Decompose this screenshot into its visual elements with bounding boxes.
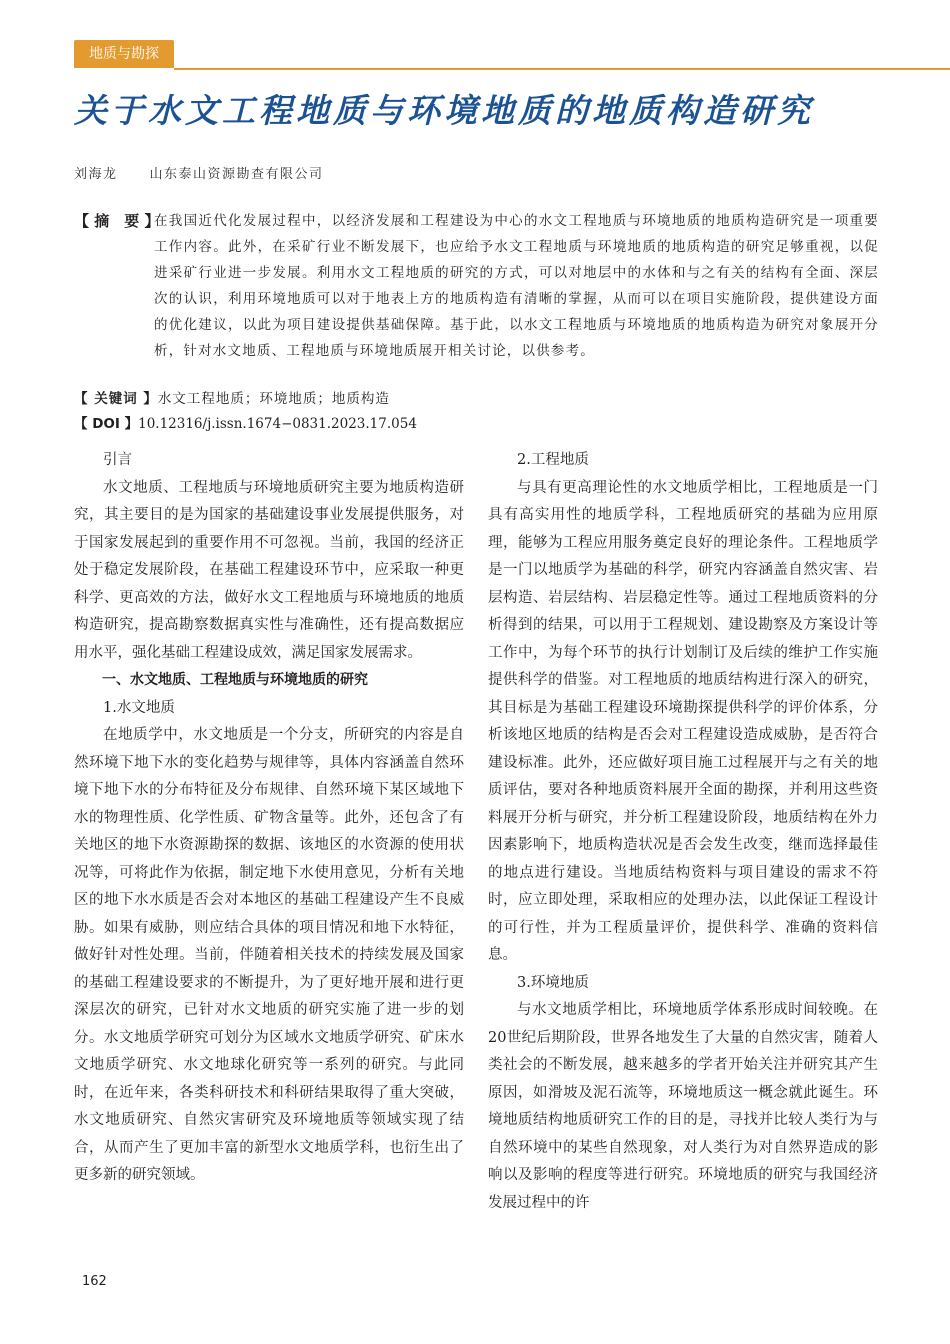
abstract-label: 【 摘 要 】: [74, 212, 160, 230]
section1-heading: 一、水文地质、工程地质与环境地质的研究: [102, 672, 368, 688]
sub2-paragraph: 与具有更高理论性的水文地质学相比，工程地质是一门具有高实用性的地质学科，工程地质研究的基础为应用原理，能够为工程应用服务奠定良好的理论条件。工程地质学是一门以地质学为基础的科学，研究内容涵盖自然灾害、岩层构造、岩层结构、岩层稳定性等。通过工程地质资料的分析得到的结果，可以用于工程规划、建设勘察及方案设计等工作中，为每个环节的执行计划制订及后续的维护工作实施提供科学的借鉴。对工程地质的地质结构进行深入的研究，其目标是为基础工程建设环境勘探提供科学的评价体系，分析该地区地质的结构是否会对工程建设造成威胁，是否符合建设标准。此外，还应做好项目施工过程展开与之有关的地质评估，要对各种地质资料展开全面的勘探，并利用这些资料展开分析与研究，并分析工程建设阶段，地质结构在外力因素影响下，地质构造状况是否会发生改变，继而选择最佳的地点进行建设。当地质结构资料与项目建设的需求不符时，应立即处理，采取相应的处理办法，以此保证工程设计的可行性，并为工程质量评价，提供科学、准确的资料信息。: [488, 479, 878, 963]
intro-heading: 引言: [103, 452, 132, 468]
author-line: [74, 163, 324, 182]
right-column: [488, 447, 878, 1217]
sub3-heading: 3.环境地质: [517, 974, 589, 991]
sub2-heading: 2.工程地质: [517, 452, 589, 468]
page-number: 162: [82, 1274, 107, 1289]
keywords-line: [74, 387, 390, 411]
sub3-paragraph: 与水文地质学相比，环境地质学体系形成时间较晚。在20世纪后期阶段，世界各地发生了大量的自然灾害，随着人类社会的不断发展，越来越多的学者开始关注并研究其产生原因，如滑坡及泥石流等，环境地质这一概念就此诞生。环境地质结构地质研究工作的目的是，寻找并比较人类行为与自然环境中的某些自然现象，对人类行为对自然界造成的影响以及影响的程度等进行研究。环境地质的研究与我国经济发展过程中的许: [488, 1002, 878, 1211]
keywords-label: 【 关键词 】: [74, 391, 158, 407]
left-column: [74, 447, 464, 1190]
doi-label: 【 DOI 】: [74, 416, 139, 432]
author-affiliation: 山东泰山资源勘查有限公司: [149, 167, 324, 182]
author-name: 刘海龙: [74, 167, 118, 182]
header-rule: [174, 68, 950, 70]
sub1-heading: 1.水文地质: [103, 699, 175, 716]
doi-line: [74, 412, 417, 436]
keywords-text: 水文工程地质；环境地质；地质构造: [157, 391, 390, 407]
article-title: 关于水文工程地质与环境地质的地质构造研究: [74, 91, 814, 130]
section-tab: 地质与勘探: [74, 40, 174, 68]
sub1-paragraph: 在地质学中，水文地质是一个分支，所研究的内容是自然环境下地下水的变化趋势与规律等，具体内容涵盖自然环境下地下水的分布特征及分布规律、自然环境下某区域地下水的物理性质、化学性质、矿物含量等。此外，还包含了有关地区的地下水资源勘探的数据、该地区的水资源的使用状况等，可将此作为依据，制定地下水使用意见，分析有关地区的地下水水质是否会对本地区的基础工程建设产生不良威胁。如果有威胁，则应结合具体的项目情况和地下水特征，做好针对性处理。当前，伴随着相关技术的持续发展及国家的基础工程建设要求的不断提升，为了更好地开展和进行更深层次的研究，已针对水文地质的研究实施了进一步的划分。水文地质学研究可划分为区域水文地质学研究、矿床水文地质学研究、水文地球化研究等一系列的研究。与此同时，在近年来，各类科研技术和科研结果取得了重大突破，水文地质研究、自然灾害研究及环境地质等领域实现了结合，从而产生了更加丰富的新型水文地质学科，也衍生出了更多新的研究领域。: [74, 727, 464, 1183]
intro-paragraph: 水文地质、工程地质与环境地质研究主要为地质构造研究，其主要目的是为国家的基础建设事业发展提供服务，对于国家发展起到的重要作用不可忽视。当前，我国的经济正处于稳定发展阶段，在基础工程建设环节中，应采取一种更科学、更高效的方法，做好水文工程地质与环境地质的地质构造研究，提高勘察数据真实性与准确性，还有提高数据应用水平，强化基础工程建设成效，满足国家发展需求。: [74, 479, 464, 661]
abstract-text: 在我国近代化发展过程中，以经济发展和工程建设为中心的水文工程地质与环境地质的地质构造研究是一项重要工作内容。此外，在采矿行业不断发展下，也应给予水文工程地质与环境地质的地质构造的研究足够重视，以促进采矿行业进一步发展。利用水文工程地质的研究的方式，可以对地层中的水体和与之有关的结构有全面、深层次的认识，利用环境地质可以对于地表上方的地质构造有清晰的掌握，从而可以在项目实施阶段，提供建设方面的优化建议，以此为项目建设提供基础保障。基于此，以水文工程地质与环境地质的地质构造为研究对象展开分析，针对水文地质、工程地质与环境地质展开相关讨论，以供参考。: [154, 213, 879, 359]
doi-text: 10.12316/j.issn.1674−0831.2023.17.054: [138, 416, 417, 432]
